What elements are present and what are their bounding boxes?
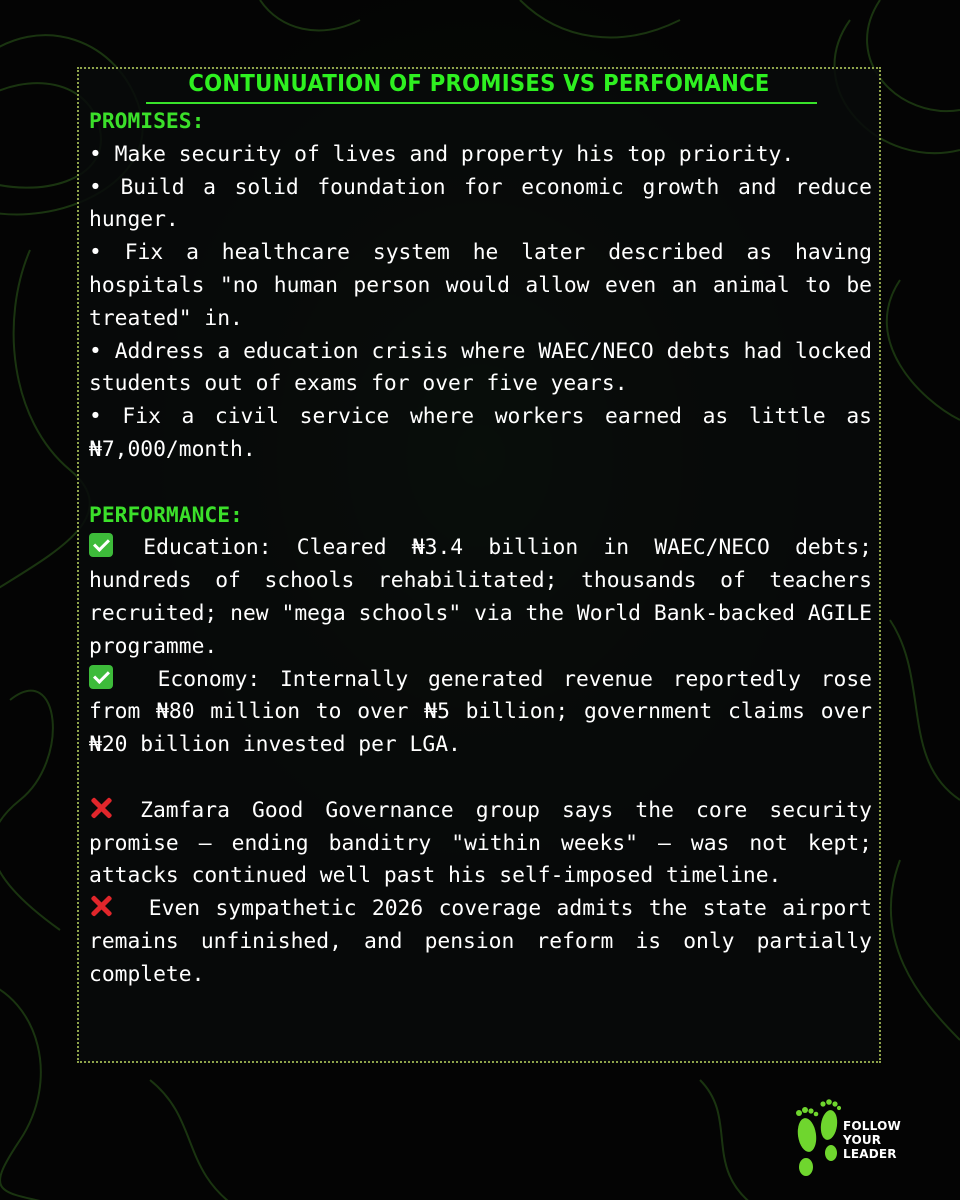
logo-line: YOUR [843,1133,882,1147]
achievement-text: Education: Cleared ₦3.4 billion in WAEC/NECO debts; hundreds of schools rehabilitated; thousands of teachers recruited; new "mega schools" via the World Bank-backed AGILE programme. [89,535,872,659]
achievement-text: Economy: Internally generated revenue reportedly rose from ₦80 million to over ₦5 billion; government claims over ₦20 billion invested per LGA. [89,666,872,758]
content-body [89,106,872,992]
promise-item: • Build a solid foundation for economic growth and reduce hunger. [89,174,872,233]
shortfall-text: Zamfara Good Governance group says the core security promise — ending banditry "within weeks" — was not kept; attacks continued well past his self-imposed timeline. [89,797,873,889]
achievement-item [89,664,872,762]
promise-item: • Fix a healthcare system he later described as having hospitals "no human person would allow even an animal to be treated" in. [89,240,872,331]
spacer [89,762,872,795]
page-title: CONTUNUATION OF PROMISES VS PERFOMANCE [188,71,770,97]
check-mark-icon [89,665,113,689]
title-underline [146,102,817,104]
brand-logo [793,1097,913,1179]
footprints-icon [793,1097,841,1179]
cross-mark-icon [89,894,113,918]
check-mark-icon [89,533,113,557]
spacer [89,467,872,500]
promise-item: • Make security of lives and property his top priority. [89,141,795,167]
promise-item: • Address a education crisis where WAEC/NECO debts had locked students out of exams for over five years. [89,338,872,397]
shortfall-item [89,795,872,893]
logo-line: LEADER [843,1147,897,1161]
achievement-item [89,532,872,663]
promises-heading: PROMISES: [89,109,205,134]
shortfall-text: Even sympathetic 2026 coverage admits the state airport remains unfinished, and pension reform is only partially complete. [89,896,872,987]
content-panel [77,67,881,1063]
promise-item: • Fix a civil service where workers earned as little as ₦7,000/month. [89,404,872,462]
cross-mark-icon [89,796,113,820]
logo-line: FOLLOW [843,1119,901,1133]
performance-heading: PERFORMANCE: [89,502,243,528]
logo-wordmark [843,1119,901,1161]
shortfall-item [89,893,872,991]
